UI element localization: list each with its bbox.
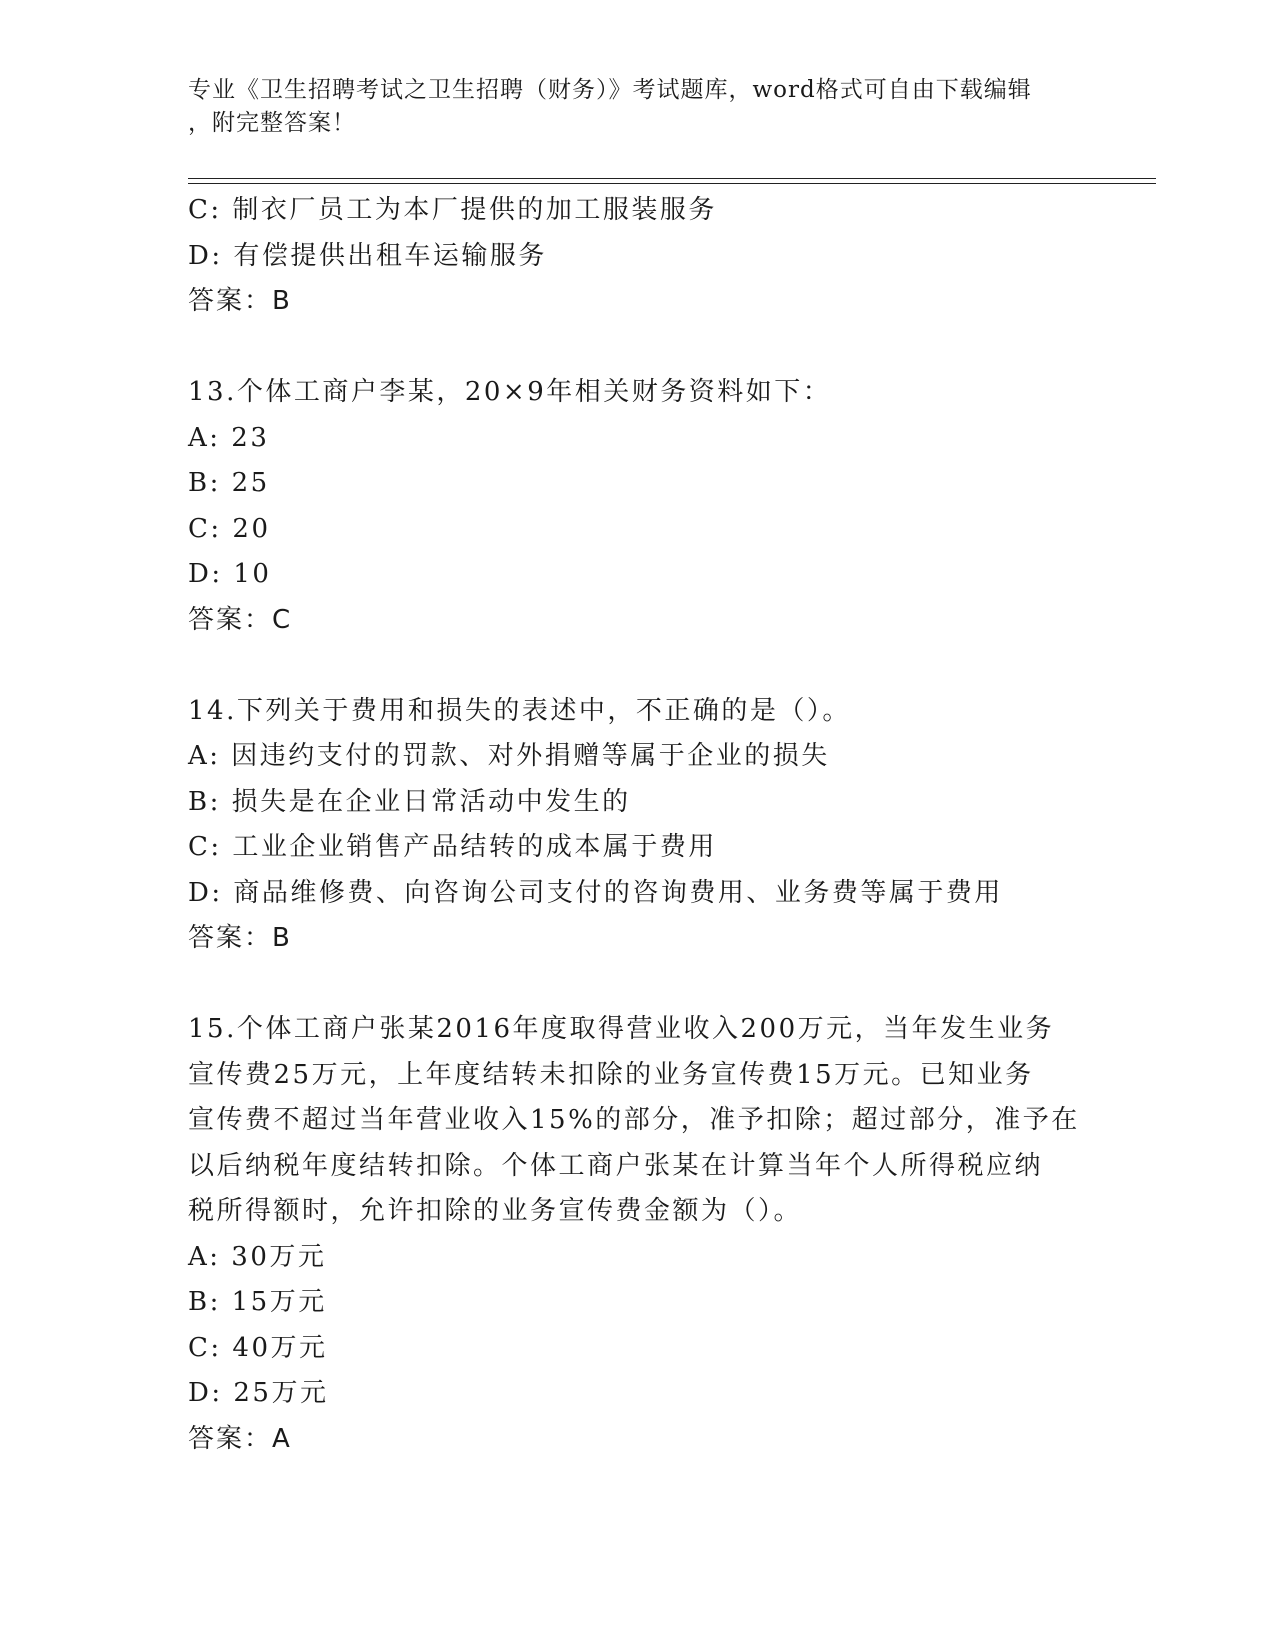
question-stem-line: 15.个体工商户张某2016年度取得营业收入200万元，当年发生业务	[188, 1014, 1055, 1044]
answer-line: 答案：B	[188, 286, 292, 316]
option-b: B: 25	[188, 468, 270, 498]
header-title-line2: ，附完整答案！	[188, 110, 356, 136]
spacer	[188, 962, 1108, 1008]
question-13	[188, 370, 1108, 643]
question-stem-line: 宣传费25万元，上年度结转未扣除的业务宣传费15万元。已知业务	[188, 1059, 1034, 1090]
question-list	[188, 188, 1108, 1462]
answer-line: 答案：C	[188, 604, 293, 635]
header-divider-bottom	[188, 183, 1156, 184]
option-c: C: 制衣厂员工为本厂提供的加工服装服务	[188, 195, 717, 225]
question-14	[188, 689, 1108, 962]
question-12-continued	[188, 188, 1108, 325]
answer-line: 答案：A	[188, 1423, 292, 1454]
question-stem: 13.个体工商户李某，20×9年相关财务资料如下：	[188, 377, 832, 407]
header-divider-top	[188, 178, 1156, 179]
option-a: A: 23	[188, 422, 270, 453]
question-stem-line: 以后纳税年度结转扣除。个体工商户张某在计算当年个人所得税应纳	[188, 1150, 1044, 1181]
option-d: D: 商品维修费、向咨询公司支付的咨询费用、业务费等属于费用	[188, 877, 1003, 908]
option-a: A: 因违约支付的罚款、对外捐赠等属于企业的损失	[188, 741, 830, 771]
option-d: D: 10	[188, 559, 272, 589]
option-a: A: 30万元	[188, 1241, 327, 1272]
option-d: D: 25万元	[188, 1378, 329, 1408]
question-stem-line: 宣传费不超过当年营业收入15%的部分，准予扣除；超过部分，准予在	[188, 1105, 1080, 1135]
option-c: C: 20	[188, 513, 271, 544]
option-c: C: 40万元	[188, 1332, 328, 1363]
header-title-line1: 专业《卫生招聘考试之卫生招聘（财务）》考试题库，word格式可自由下载编辑	[188, 77, 1032, 103]
question-stem: 14.下列关于费用和损失的表述中，不正确的是（）。	[188, 695, 851, 726]
document-header	[188, 74, 1088, 140]
question-stem-line: 税所得额时，允许扣除的业务宣传费金额为（）。	[188, 1196, 803, 1226]
spacer	[188, 643, 1108, 689]
option-d: D: 有偿提供出租车运输服务	[188, 240, 547, 271]
question-15	[188, 1007, 1108, 1462]
spacer	[188, 325, 1108, 371]
option-b: B: 损失是在企业日常活动中发生的	[188, 786, 631, 817]
option-c: C: 工业企业销售产品结转的成本属于费用	[188, 832, 717, 862]
option-b: B: 15万元	[188, 1287, 327, 1317]
answer-line: 答案：B	[188, 923, 292, 953]
